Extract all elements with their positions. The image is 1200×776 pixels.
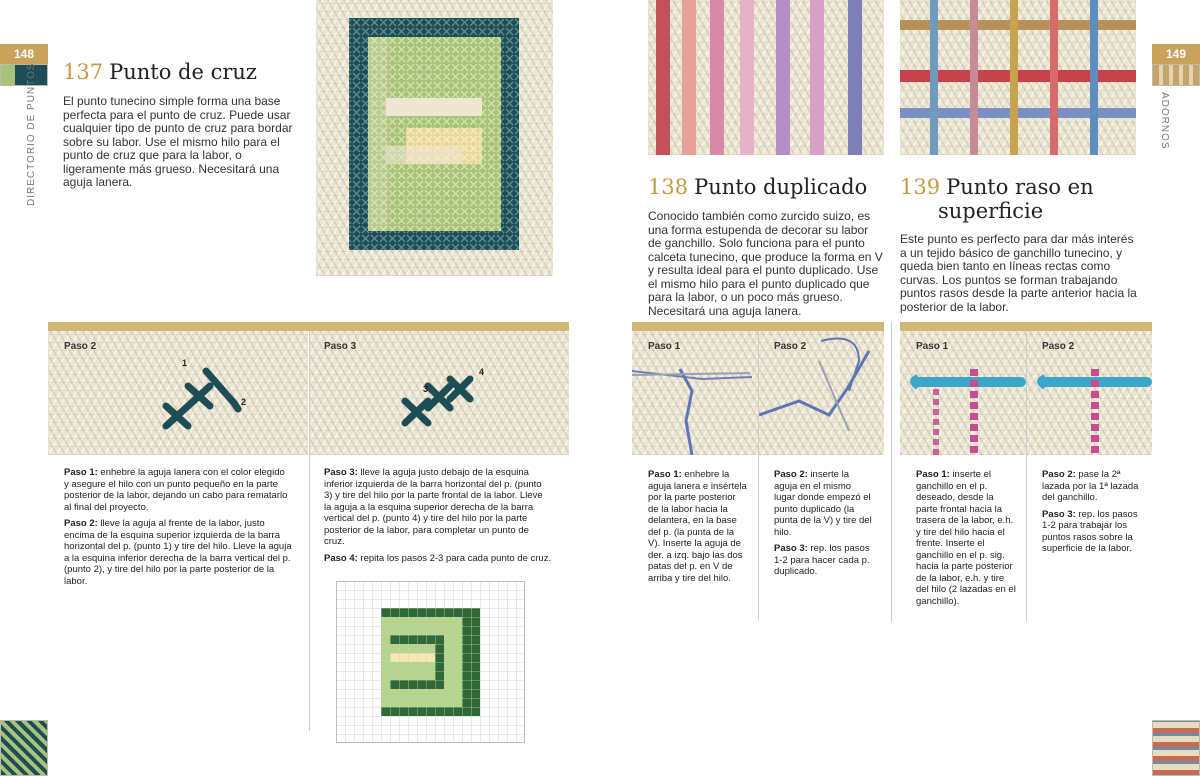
section-thumbnail [0, 64, 48, 86]
left-steps-1-2: Paso 1: enhebre la aguja lanera con el color elegido y asegure el hilo con un punto pequeño en la parte posterior de la labor, dejando un cabo para rematarlo al final del proyecto. Paso 2: lleve la aguja al frente de la labor, justo encima de la esquina superior izquierda de la barra horizontal del p. (punto 1) y tire del hilo. Lleve la aguja a la esquina inferior derecha de la barra vertical del p. (punto 2), y tire del hilo por la parte posterior de la labor. [64, 467, 292, 587]
section-label: ADORNOS [1159, 92, 1170, 150]
steps-138-gold-bar [632, 322, 884, 331]
column-divider [758, 331, 759, 621]
plaid-pattern [900, 0, 1136, 155]
stitch-138-description: Conocido también como zurcido suizo, es una forma estupenda de decorar su labor de ganchillo. Solo funciona para el punto calceta tunecino, que produce la forma en V y resulta ideal para el punto duplicado. Use el mismo hilo para el punto duplicado que para la labor, o un poco más grueso. Necesitará una aguja lanera. [648, 209, 883, 318]
cross-stitch-motif [316, 0, 553, 276]
callout-1: 1 [182, 358, 188, 368]
cross-stitch-photo [316, 0, 553, 276]
vertical-stripes [648, 0, 884, 155]
138-paso2-label: Paso 2 [774, 341, 807, 352]
stitch-137-title [63, 60, 257, 84]
section-thumbnail [1152, 64, 1200, 86]
left-steps-3-4: Paso 3: lleve la aguja justo debajo de la esquina inferior izquierda de la barra horizontal del p. (punto 3) y tire del hilo por la parte frontal de la labor. Lleve la aguja a la esquina superior derecha de la barra vertical del p. (punto 4) y tire del hilo por la parte posterior de la labor, para completar un punto de cruz. Paso 4: repita los pasos 2-3 para cada punto de cruz. [324, 467, 552, 564]
138-steps-2-3: Paso 2: inserte la aguja en el mismo lugar donde empezó el punto duplicado (la punta de la V) y tire del hilo. Paso 3: rep. los pasos 1-2 para hacer cada p. duplicado. [774, 469, 872, 577]
stitch-number: 137 [63, 60, 104, 84]
138-step-1: Paso 1: enhebre la aguja lanera e insértela por la parte posterior de la labor hacia la delantera, en la base del p. (la punta de la V). Inserte la aguja de der. a izq. bajo las dos patas del p. en V de arriba y tire del hilo. [648, 469, 747, 584]
139-paso2-label: Paso 2 [1042, 341, 1075, 352]
corner-thumbnail [0, 720, 48, 776]
column-divider [891, 322, 892, 622]
stitch-139-title [900, 175, 1094, 199]
stitch-139-title-line2: superficie [938, 199, 1044, 223]
corner-thumbnail [1152, 720, 1200, 776]
callout-3: 3 [423, 384, 429, 394]
stitch-name-line1: Punto raso en [946, 175, 1094, 199]
cross-stitch-chart [336, 581, 525, 743]
stitch-number: 139 [900, 175, 941, 199]
right-page [600, 0, 1200, 776]
stitch-138-title [648, 175, 867, 199]
stitch-name: Punto de cruz [109, 60, 257, 84]
139-step-1: Paso 1: inserte el ganchillo en el p. deseado, desde la parte frontal hacia la trasera de la labor, e.h. y tire del hilo hacia el frente. Inserte el ganchillo en el p. sig. hacia la parte posterior de la labor, e.h. y tire del hilo (2 lazadas en el ganchillo). [916, 469, 1016, 607]
138-paso1-label: Paso 1 [648, 341, 681, 352]
139-paso1-label: Paso 1 [916, 341, 949, 352]
surface-slip-stitch-photo [900, 0, 1136, 155]
callout-4: 4 [479, 367, 485, 377]
paso3-label: Paso 3 [324, 341, 357, 352]
paso2-label: Paso 2 [64, 341, 97, 352]
139-steps-2-3: Paso 2: pase la 2ª lazada por la 1ª lazada del ganchillo. Paso 3: rep. los pasos 1-2 para trabajar los puntos rasos sobre la superficie de la labor. [1042, 469, 1139, 554]
section-label: DIRECTORIO DE PUNTOS [26, 62, 37, 206]
page-number: 149 [1152, 44, 1200, 64]
steps-139-gold-bar [900, 322, 1152, 331]
page-number: 148 [0, 44, 48, 64]
stitch-number: 138 [648, 175, 689, 199]
stitch-139-description: Este punto es perfecto para dar más interés a un tejido básico de ganchillo tunecino, y queda bien tanto en líneas rectas como curvas. Los puntos se forman trabajando puntos rasos desde la parte anterior hacia la posterior de la labor. [900, 232, 1137, 314]
callout-2: 2 [241, 397, 247, 407]
stitch-137-description: El punto tunecino simple forma una base perfecta para el punto de cruz. Puede usar cualquier tipo de punto de cruz para bordar sobre su labor. Use el mismo hilo para el punto de cruz que para la labor, o ligeramente más grueso. Necesitará una aguja lanera. [63, 94, 293, 189]
steps-gold-bar [48, 322, 569, 331]
duplicate-stitch-photo [648, 0, 884, 155]
stitch-name: Punto duplicado [694, 175, 868, 199]
